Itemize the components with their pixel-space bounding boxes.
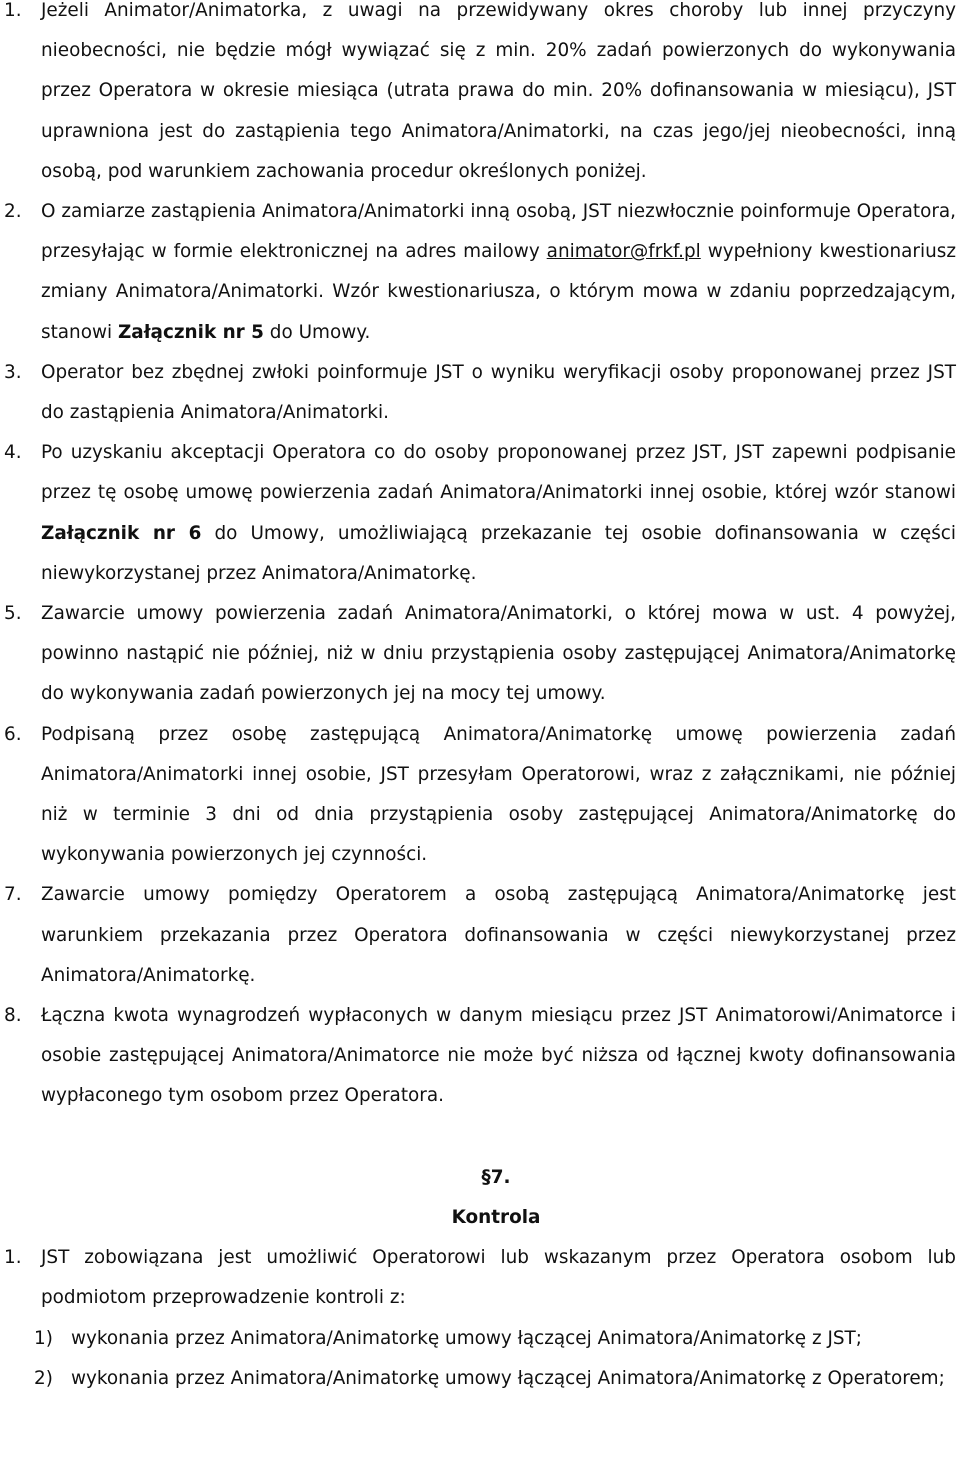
item-text: wykonania przez Animatora/Animatorkę umowy łączącej Animatora/Animatorkę z JST; (71, 1327, 862, 1349)
item-number: 1. (4, 1247, 22, 1269)
list-item (0, 433, 960, 594)
item-number: 4. (4, 442, 22, 464)
sub-list-item (0, 1359, 960, 1399)
item-text: JST zobowiązana jest umożliwić Operatorowi lub wskazanym przez Operatora osobom lub podmiotom przeprowadzenie kontroli z: (41, 1247, 956, 1309)
item-number: 1) (34, 1327, 53, 1349)
item-text: Po uzyskaniu akceptacji Operatora co do osoby proponowanej przez JST, JST zapewni podpisanie przez tę osobę umowę powierzenia zadań Animatora/Animatorki innej osobie, której wzór stanowi (41, 442, 956, 504)
item-number: 1. (4, 0, 22, 21)
item-number: 2) (34, 1367, 53, 1389)
list-item (0, 0, 960, 192)
item-text: wypełniony kwestionariusz zmiany Animatora/Animatorki. Wzór kwestionariusza, o którym mowa w zdaniu poprzedzającym, stanowi (41, 241, 956, 343)
list-item (0, 594, 960, 715)
item-text: Zawarcie umowy pomiędzy Operatorem a osobą zastępującą Animatora/Animatorkę jest warunkiem przekazania przez Operatora dofinansowania w części niewykorzystanej przez Animatora/Animatorkę. (41, 884, 956, 986)
list-item (0, 1238, 960, 1318)
item-text: Jeżeli Animator/Animatorka, z uwagi na przewidywany okres choroby lub innej przyczyny nieobecności, nie będzie mógł wywiązać się z min. 20% zadań powierzonych do wykonywania przez Operatora w okresie miesiąca (utrata prawa do min. 20% dofinansowania w miesiącu), JST uprawniona jest do zastąpienia tego Animatora/Animatorki, na czas jego/jej nieobecności, inną osobą, pod warunkiem zachowania procedur określonych poniżej. (41, 0, 956, 182)
item-text: Operator bez zbędnej zwłoki poinformuje JST o wyniku weryfikacji osoby proponowanej przez JST do zastąpienia Animatora/Animatorki. (41, 361, 956, 424)
item-number: 5. (4, 603, 22, 625)
item-text: Zawarcie umowy powierzenia zadań Animatora/Animatorki, o której mowa w ust. 4 powyżej, powinno nastąpić nie później, niż w dniu przystąpienia osoby zastępującej Animatora/Animatorkę do wykonywania zadań powierzonych jej na mocy tej umowy. (41, 603, 956, 705)
item-text: Łączna kwota wynagrodzeń wypłaconych w danym miesiącu przez JST Animatorowi/Animatorce i osobie zastępującej Animatora/Animatorce nie może być niższa od łącznej kwoty dofinansowania wypłaconego tym osobom przez Operatora. (41, 1005, 956, 1107)
attachment-reference: Załącznik nr 5 (117, 321, 264, 343)
item-number: 3. (4, 361, 22, 383)
list-item (0, 715, 960, 876)
item-text: do Umowy, umożliwiającą przekazanie tej osobie dofinansowania w części niewykorzystanej przez Animatora/Animatorkę. (41, 522, 956, 584)
sub-list-item (0, 1319, 960, 1359)
section-number: §7. (481, 1166, 511, 1188)
item-text: wykonania przez Animatora/Animatorkę umowy łączącej Animatora/Animatorkę z Operatorem; (71, 1367, 945, 1389)
item-number: 2. (4, 201, 22, 223)
section-title: Kontrola (451, 1206, 541, 1228)
item-text: do Umowy. (263, 321, 371, 343)
item-number: 7. (4, 884, 22, 906)
item-text: Podpisaną przez osobę zastępującą Animatora/Animatorkę umowę powierzenia zadań Animatora/Animatorki innej osobie, JST przesyłam Operatorowi, wraz z załącznikami, nie później niż w terminie 3 dni od dnia przystąpienia osoby zastępującej Animatora/Animatorkę do wykonywania powierzonych jej czynności. (41, 723, 956, 866)
list-item (0, 192, 960, 353)
item-text: O zamiarze zastąpienia Animatora/Animatorki inną osobą, JST niezwłocznie poinformuje Operatora, przesyłając w formie elektronicznej na adres mailowy (41, 201, 956, 263)
list-item (0, 353, 960, 433)
list-item (0, 875, 960, 996)
item-number: 8. (4, 1005, 22, 1027)
email-link[interactable]: animator@frkf.pl (546, 241, 701, 263)
attachment-reference: Załącznik nr 6 (41, 522, 202, 544)
item-number: 6. (4, 723, 22, 745)
list-item (0, 996, 960, 1117)
